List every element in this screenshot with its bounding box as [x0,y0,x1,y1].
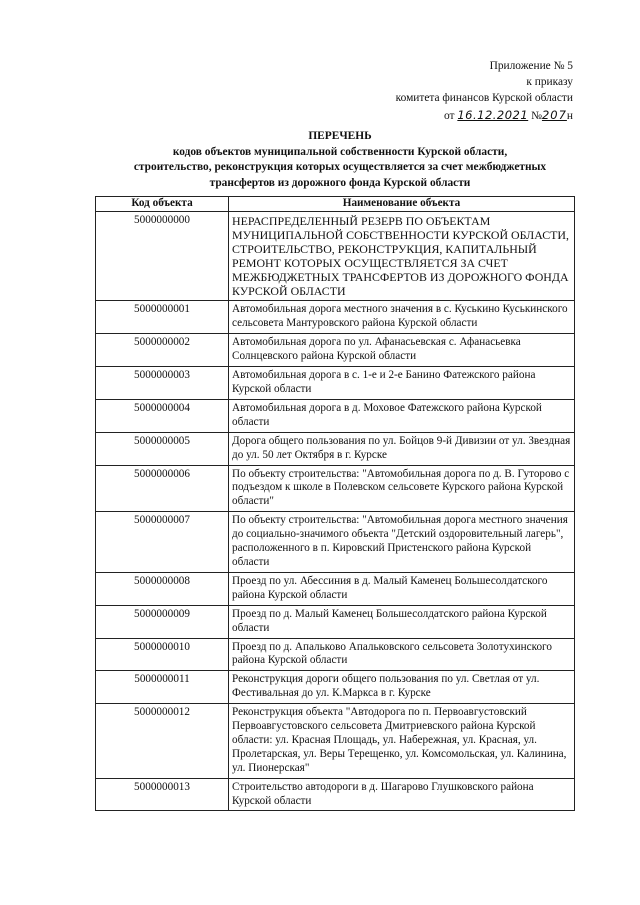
object-code: 5000000001 [96,301,229,334]
name-column-header: Наименование объекта [229,197,575,212]
order-date: 16.12.2021 [457,107,529,122]
objects-table [95,196,575,811]
object-name: Автомобильная дорога по ул. Афанасьевская с. Афанасьевка Солнцевского района Курской области [229,334,575,367]
order-date-line [333,107,573,124]
title-line-1: ПЕРЕЧЕНЬ [308,130,372,142]
object-code: 5000000013 [96,778,229,811]
object-name: По объекту строительства: "Автомобильная дорога по д. В. Гуторово с подъездом к школе в Полевском сельсовете Курского района Курской области" [229,465,575,512]
table-row [96,638,575,671]
object-code: 5000000004 [96,399,229,432]
table-row [96,334,575,367]
object-code: 5000000005 [96,432,229,465]
object-name: Автомобильная дорога в д. Моховое Фатежского района Курской области [229,399,575,432]
object-code: 5000000007 [96,512,229,573]
object-name: Строительство автодороги в д. Шагарово Глушковского района Курской области [229,778,575,811]
table-row [96,512,575,573]
object-name: Автомобильная дорога в с. 1-е и 2-е Банино Фатежского района Курской области [229,367,575,400]
object-name: Проезд по ул. Абессиния в д. Малый Каменец Большесолдатского района Курской области [229,572,575,605]
object-name: Проезд по д. Апальково Апальковского сельсовета Золотухинского района Курской области [229,638,575,671]
object-name: Реконструкция объекта "Автодорога по п. Первоавгустовский Первоавгустовского сельсовета Дмитриевского района Курской области: ул. Красная Площадь, ул. Набережная, ул. Красная, ул. Пролетарская, ул. Веры Терещенко, ул. Комсомольская, ул. Калинина, ул. Пионерская" [229,704,575,779]
number-suffix: н [566,109,573,122]
appendix-number: Приложение № 5 [489,60,573,72]
table-row [96,704,575,779]
table-row [96,605,575,638]
number-prefix: № [531,109,542,122]
table-row [96,301,575,334]
code-column-header: Код объекта [96,197,229,212]
table-row [96,399,575,432]
table-row [96,465,575,512]
table-row [96,778,575,811]
object-code: 5000000000 [96,211,229,301]
table-row [96,671,575,704]
object-code: 5000000002 [96,334,229,367]
object-name: Автомобильная дорога местного значения в с. Куськино Куськинского сельсовета Мантуровского района Курской области [229,301,575,334]
title-line-2: кодов объектов муниципальной собственности Курской области, [172,145,508,158]
object-name: Проезд по д. Малый Каменец Большесолдатского района Курской области [229,605,575,638]
table-row [96,211,575,301]
title-line-3: строительство, реконструкция которых осуществляется за счет межбюджетных [133,161,547,174]
date-prefix: от [443,109,455,122]
title-line-4: трансфертов из дорожного фонда Курской области [209,177,471,190]
committee-name: комитета финансов Курской области [395,92,573,105]
object-code: 5000000008 [96,572,229,605]
object-code: 5000000012 [96,704,229,779]
object-code: 5000000009 [96,605,229,638]
document-title [60,129,620,192]
table-header-row [96,197,575,212]
object-code: 5000000010 [96,638,229,671]
table-row [96,367,575,400]
object-code: 5000000003 [96,367,229,400]
table-row [96,572,575,605]
object-name: НЕРАСПРЕДЕЛЕННЫЙ РЕЗЕРВ ПО ОБЪЕКТАМ МУНИЦИПАЛЬНОЙ СОБСТВЕННОСТИ КУРСКОЙ ОБЛАСТИ, СТРОИТЕЛЬСТВО, РЕКОНСТРУКЦИЯ, КАПИТАЛЬНЫЙ РЕМОНТ КОТОРЫХ ОСУЩЕСТВЛЯЕТСЯ ЗА СЧЕТ МЕЖБЮДЖЕТНЫХ ТРАНСФЕРТОВ ИЗ ДОРОЖНОГО ФОНДА КУРСКОЙ ОБЛАСТИ [229,211,575,301]
table-row [96,432,575,465]
object-name: По объекту строительства: "Автомобильная дорога местного значения до социально-значимого объекта "Детский оздоровительный лагерь", расположенного в п. Кировский Пристенского района Курской области [229,512,575,573]
appendix-header [333,58,573,124]
order-number: 207 [541,107,567,122]
object-code: 5000000011 [96,671,229,704]
object-code: 5000000006 [96,465,229,512]
object-name: Дорога общего пользования по ул. Бойцов 9-й Дивизии от ул. Звездная до ул. 50 лет Октября в г. Курске [229,432,575,465]
order-reference: к приказу [526,76,573,89]
object-name: Реконструкция дороги общего пользования по ул. Светлая от ул. Фестивальная до ул. К.Маркса в г. Курске [229,671,575,704]
